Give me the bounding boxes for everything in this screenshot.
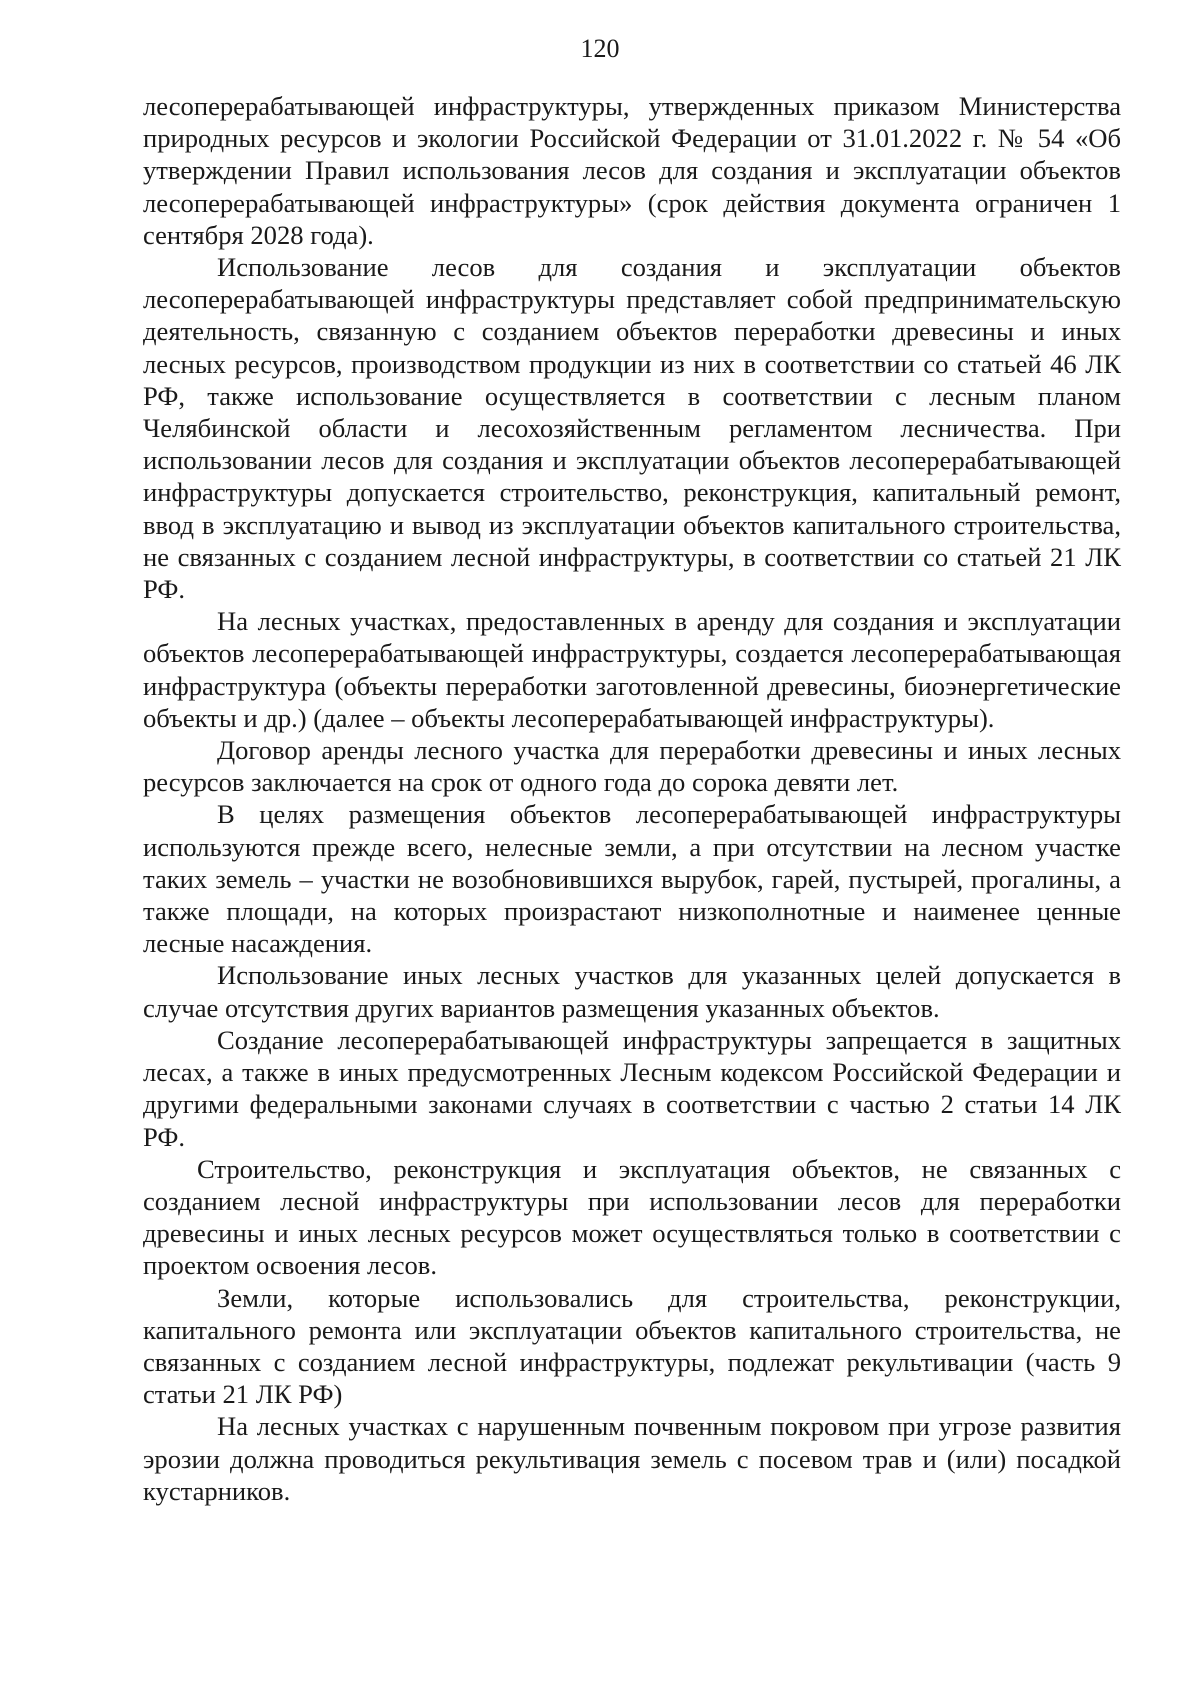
document-body	[143, 90, 1121, 1507]
paragraph: Земли, которые использовались для строительства, реконструкции, капитального ремонта или эксплуатации объектов капитального строительства, не связанных с созданием лесной инфраструктуры, подлежат рекультивации (часть 9 статьи 21 ЛК РФ)	[143, 1282, 1121, 1410]
paragraph: В целях размещения объектов лесоперерабатывающей инфраструктуры используются прежде всего, нелесные земли, а при отсутствии на лесном участке таких земель – участки не возобновившихся вырубок, гарей, пустырей, прогалины, а также площади, на которых произрастают низкополнотные и наименее ценные лесные насаждения.	[143, 799, 1121, 959]
paragraph: На лесных участках, предоставленных в аренду для создания и эксплуатации объектов лесоперерабатывающей инфраструктуры, создается лесоперерабатывающая инфраструктура (объекты переработки заготовленной древесины, биоэнергетические объекты и др.) (далее – объекты лесоперерабатывающей инфраструктуры).	[143, 606, 1121, 733]
paragraph: Договор аренды лесного участка для переработки древесины и иных лесных ресурсов заключается на срок от одного года до сорока девяти лет.	[143, 735, 1121, 798]
paragraph: Строительство, реконструкция и эксплуатация объектов, не связанных с созданием лесной инфраструктуры при использовании лесов для переработки древесины и иных лесных ресурсов может осуществляться только в соответствии с проектом освоения лесов.	[143, 1153, 1121, 1281]
paragraph: На лесных участках с нарушенным почвенным покровом при угрозе развития эрозии должна проводиться рекультивация земель с посевом трав и (или) посадкой кустарников.	[143, 1411, 1121, 1506]
paragraph: Использование иных лесных участков для указанных целей допускается в случае отсутствия других вариантов размещения указанных объектов.	[143, 960, 1121, 1023]
paragraph-continuation: лесоперерабатывающей инфраструктуры, утвержденных приказом Министерства природных ресурсов и экологии Российской Федерации от 31.01.2022 г. № 54 «Об утверждении Правил использования лесов для создания и эксплуатации объектов лесоперерабатывающей инфраструктуры» (срок действия документа ограничен 1 сентября 2028 года).	[143, 91, 1121, 250]
page-number: 120	[580, 34, 620, 63]
paragraph: Создание лесоперерабатывающей инфраструктуры запрещается в защитных лесах, а также в иных предусмотренных Лесным кодексом Российской Федерации и другими федеральными законами случаях в соответствии с частью 2 статьи 14 ЛК РФ.	[143, 1024, 1121, 1152]
paragraph: Использование лесов для создания и эксплуатации объектов лесоперерабатывающей инфраструктуры представляет собой предпринимательскую деятельность, связанную с созданием объектов переработки древесины и иных лесных ресурсов, производством продукции из них в соответствии со статьей 46 ЛК РФ, также использование осуществляется в соответствии с лесным планом Челябинской области и лесохозяйственным регламентом лесничества. При использовании лесов для создания и эксплуатации объектов лесоперерабатывающей инфраструктуры допускается строительство, реконструкция, капитальный ремонт, ввод в эксплуатацию и вывод из эксплуатации объектов капитального строительства, не связанных с созданием лесной инфраструктуры, в соответствии со статьей 21 ЛК РФ.	[143, 252, 1121, 605]
